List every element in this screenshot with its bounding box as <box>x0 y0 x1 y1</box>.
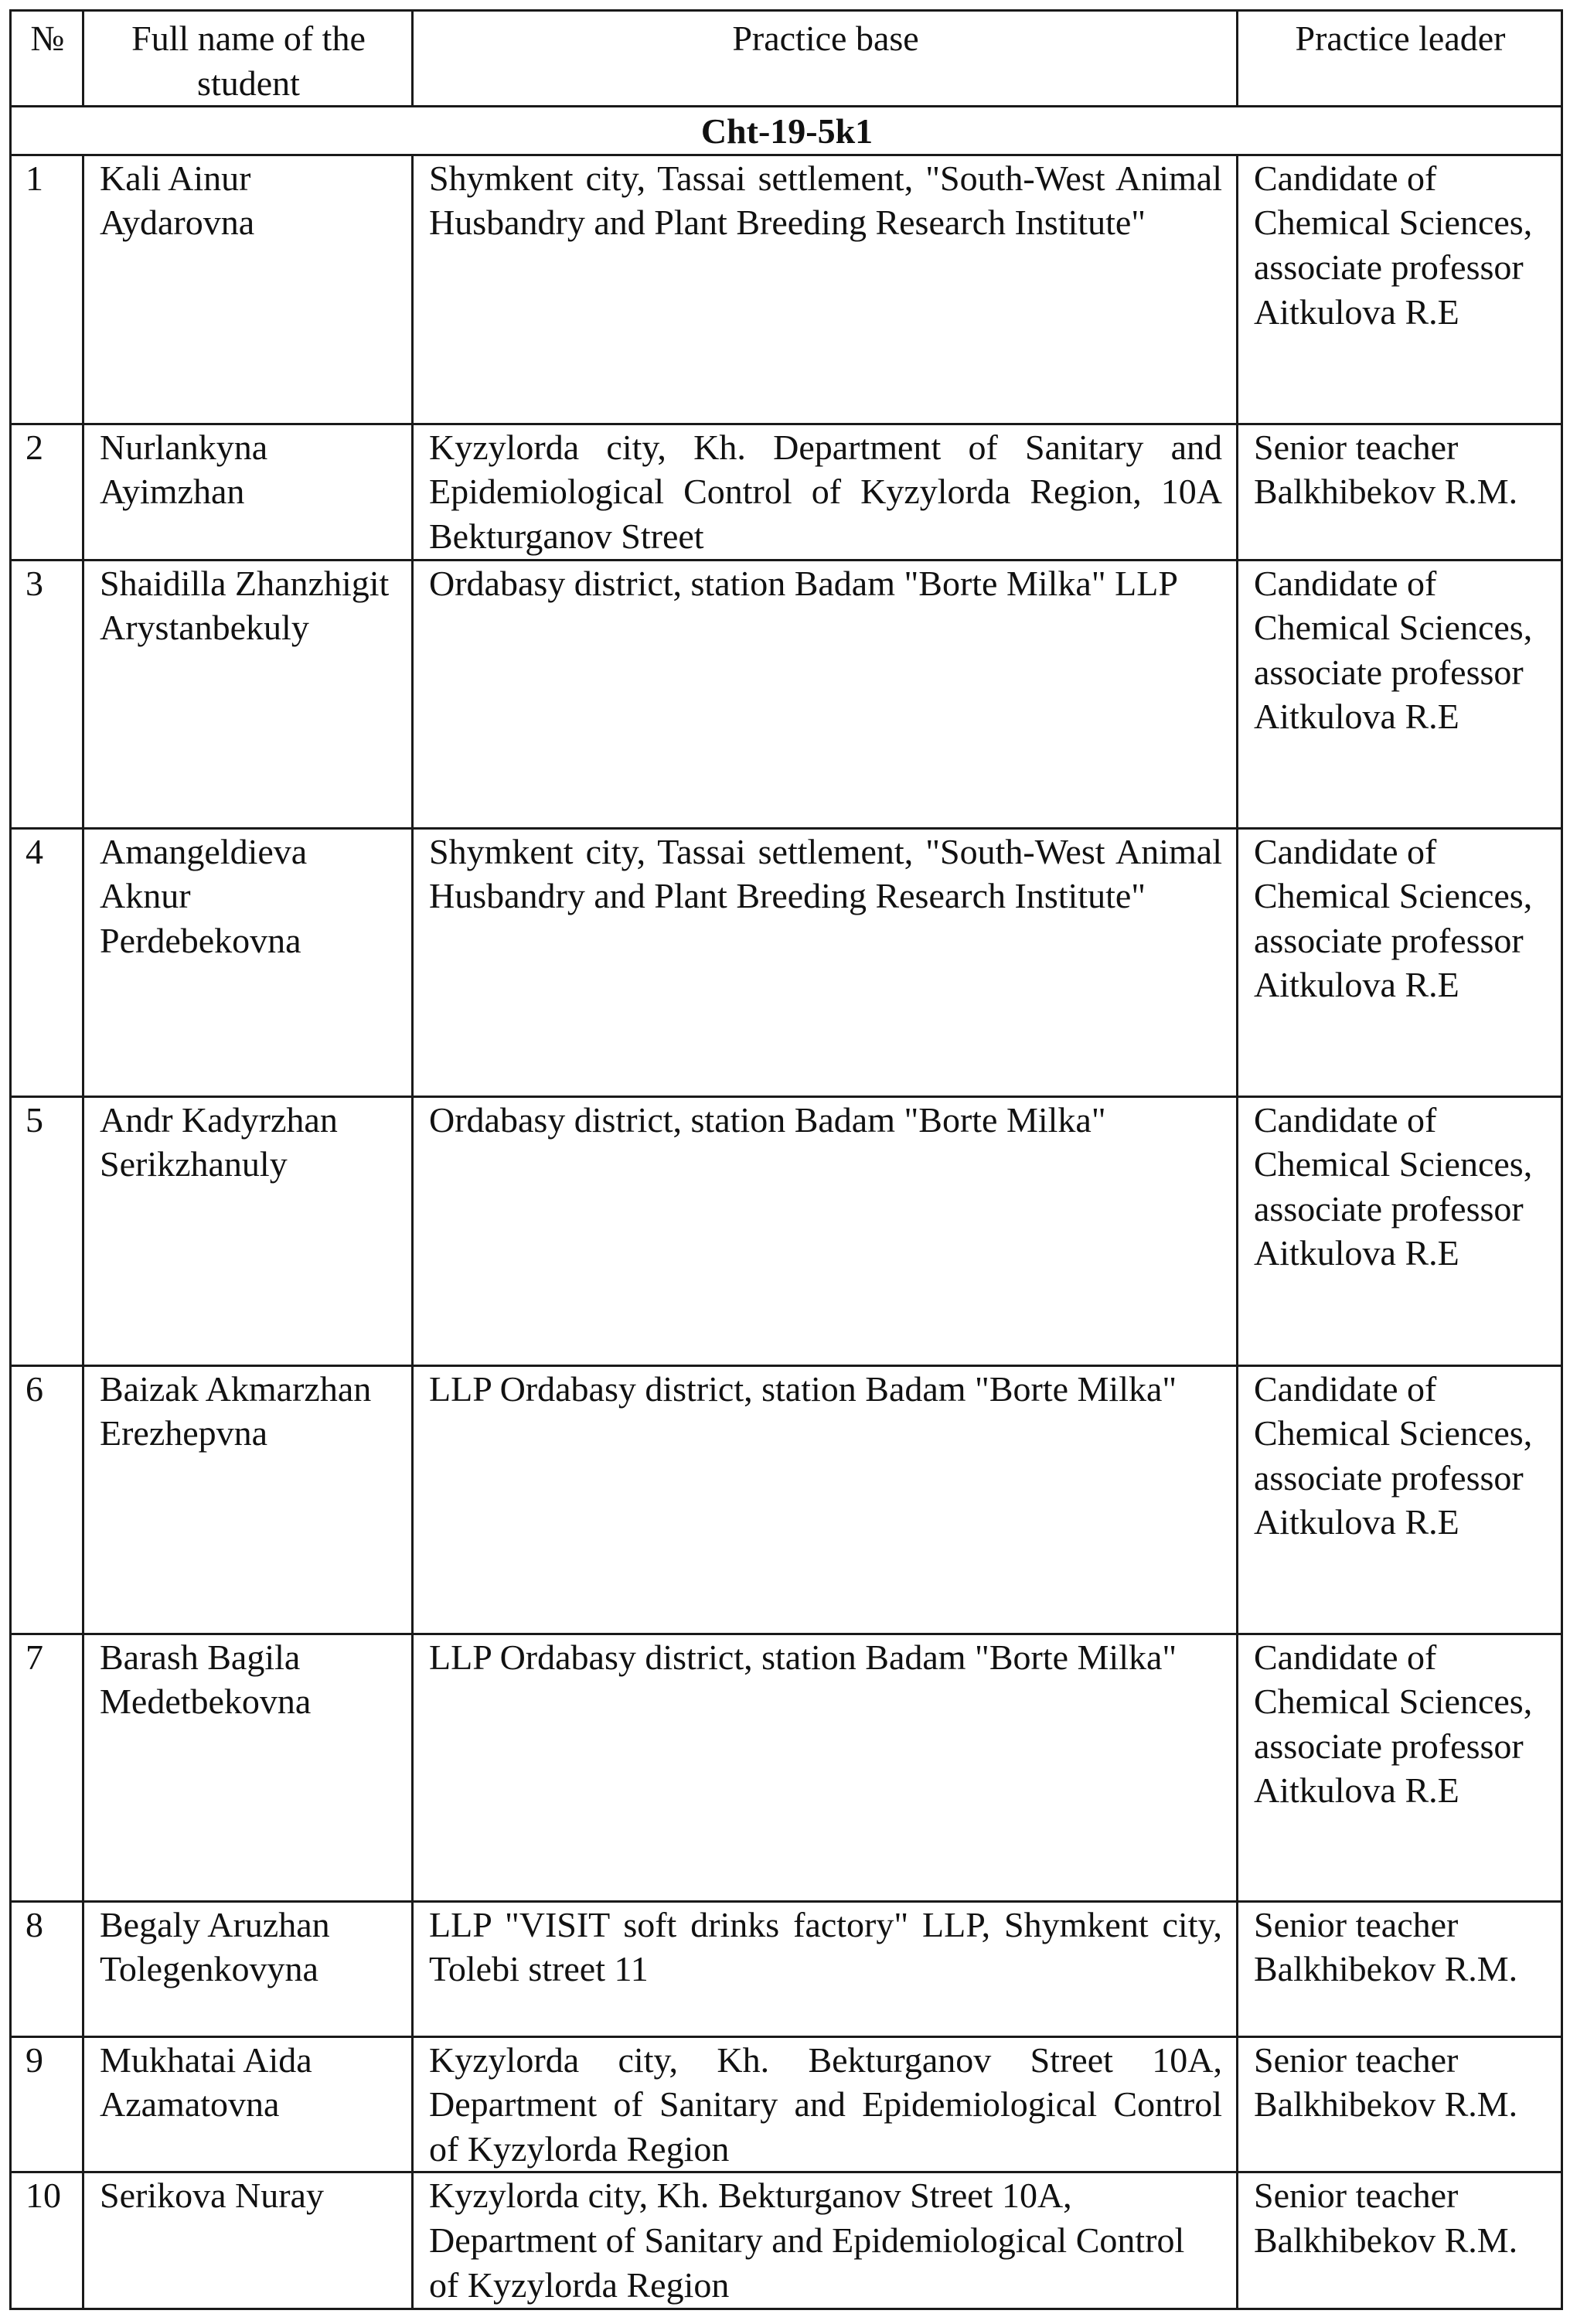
practice-base: Ordabasy district, station Badam "Borte Milka" <box>413 1096 1238 1365</box>
group-label: Cht-19-5k1 <box>11 107 1562 155</box>
row-number: 6 <box>11 1365 83 1634</box>
row-number: 8 <box>11 1901 83 2036</box>
header-student: Full name of the student <box>83 11 413 107</box>
table-row <box>11 1634 1562 1901</box>
table-row <box>11 1096 1562 1365</box>
table-row <box>11 1901 1562 2036</box>
practice-base: Shymkent city, Tassai settlement, "South-West Animal Husbandry and Plant Breeding Research Institute" <box>413 155 1238 424</box>
row-number: 4 <box>11 828 83 1096</box>
student-name: Amangeldieva Aknur Perdebekovna <box>83 828 413 1096</box>
row-number: 1 <box>11 155 83 424</box>
table-row <box>11 1365 1562 1634</box>
practice-leader: Senior teacher Balkhibekov R.M. <box>1238 2036 1562 2172</box>
student-name: Begaly Aruzhan Tolegenkovyna <box>83 1901 413 2036</box>
row-number: 5 <box>11 1096 83 1365</box>
student-name: Kali Ainur Aydarovna <box>83 155 413 424</box>
table-row <box>11 424 1562 560</box>
practice-leader: Candidate of Chemical Sciences, associate professor Aitkulova R.E <box>1238 1365 1562 1634</box>
table-row <box>11 2036 1562 2172</box>
header-row <box>11 11 1562 107</box>
student-name: Baizak Akmarzhan Erezhepvna <box>83 1365 413 1634</box>
student-name: Shaidilla Zhanzhigit Arystanbekuly <box>83 560 413 828</box>
practice-base: Kyzylorda city, Kh. Bekturganov Street 10A, Department of Sanitary and Epidemiological Control of Kyzylorda Region <box>413 2036 1238 2172</box>
row-number: 9 <box>11 2036 83 2172</box>
practice-base: LLP Ordabasy district, station Badam "Borte Milka" <box>413 1365 1238 1634</box>
practice-table <box>9 9 1563 2310</box>
student-name: Andr Kadyrzhan Serikzhanuly <box>83 1096 413 1365</box>
table-row <box>11 155 1562 424</box>
practice-leader: Candidate of Chemical Sciences, associate professor Aitkulova R.E <box>1238 560 1562 828</box>
student-name: Barash Bagila Medetbekovna <box>83 1634 413 1901</box>
row-number: 2 <box>11 424 83 560</box>
header-practice-base: Practice base <box>413 11 1238 107</box>
practice-base: Kyzylorda city, Kh. Department of Sanitary and Epidemiological Control of Kyzylorda Region, 10A Bekturganov Street <box>413 424 1238 560</box>
header-number: № <box>11 11 83 107</box>
practice-leader: Candidate of Chemical Sciences, associate professor Aitkulova R.E <box>1238 1096 1562 1365</box>
header-practice-leader: Practice leader <box>1238 11 1562 107</box>
student-name: Nurlankyna Ayimzhan <box>83 424 413 560</box>
table-row <box>11 2172 1562 2309</box>
student-name: Serikova Nuray <box>83 2172 413 2309</box>
practice-leader: Senior teacher Balkhibekov R.M. <box>1238 424 1562 560</box>
practice-base: LLP "VISIT soft drinks factory" LLP, Shymkent city, Tolebi street 11 <box>413 1901 1238 2036</box>
practice-leader: Senior teacher Balkhibekov R.M. <box>1238 1901 1562 2036</box>
practice-leader: Senior teacher Balkhibekov R.M. <box>1238 2172 1562 2309</box>
row-number: 10 <box>11 2172 83 2309</box>
row-number: 3 <box>11 560 83 828</box>
practice-leader: Candidate of Chemical Sciences, associate professor Aitkulova R.E <box>1238 155 1562 424</box>
practice-leader: Candidate of Chemical Sciences, associate professor Aitkulova R.E <box>1238 828 1562 1096</box>
student-name: Mukhatai Aida Azamatovna <box>83 2036 413 2172</box>
group-row <box>11 107 1562 155</box>
practice-base: Kyzylorda city, Kh. Bekturganov Street 10A, Department of Sanitary and Epidemiological Control of Kyzylorda Region <box>413 2172 1238 2309</box>
practice-base: LLP Ordabasy district, station Badam "Borte Milka" <box>413 1634 1238 1901</box>
practice-leader: Candidate of Chemical Sciences, associate professor Aitkulova R.E <box>1238 1634 1562 1901</box>
practice-base: Shymkent city, Tassai settlement, "South-West Animal Husbandry and Plant Breeding Research Institute" <box>413 828 1238 1096</box>
practice-base: Ordabasy district, station Badam "Borte Milka" LLP <box>413 560 1238 828</box>
table-row <box>11 828 1562 1096</box>
table-row <box>11 560 1562 828</box>
row-number: 7 <box>11 1634 83 1901</box>
